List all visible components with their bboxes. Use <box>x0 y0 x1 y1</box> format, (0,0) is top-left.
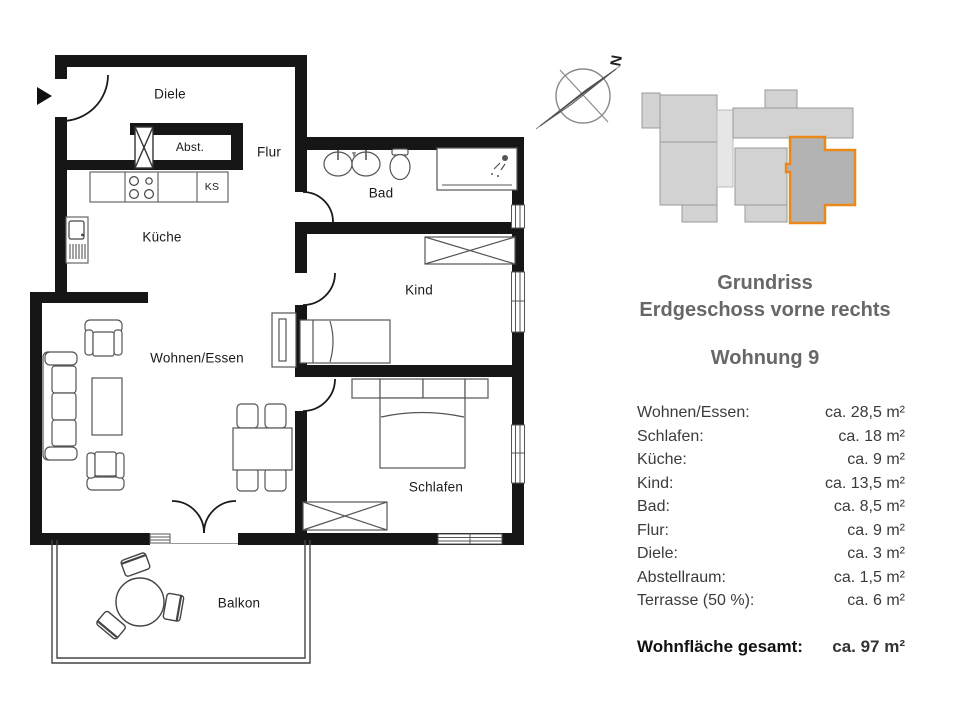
kind-door-arc <box>303 273 335 305</box>
coffee-table-icon <box>92 378 122 435</box>
area-row <box>637 448 905 472</box>
schlafen-furniture <box>303 379 488 530</box>
room-label-kind: Kind <box>405 282 433 298</box>
room-label-wohnen-essen: Wohnen/Essen <box>150 350 244 366</box>
area-row <box>637 542 905 566</box>
room-label-flur: Flur <box>256 144 282 160</box>
area-value: ca. 6 m² <box>847 592 905 609</box>
balcony-door-right-arc <box>204 501 236 533</box>
fridge-label-ks: KS <box>204 181 220 193</box>
bed-single-icon <box>300 320 390 363</box>
window-kind <box>512 272 525 332</box>
window-schlafen-right <box>512 425 525 483</box>
area-value: ca. 3 m² <box>847 545 905 562</box>
kitchen-fixtures <box>66 172 228 263</box>
bed-double-icon <box>380 398 465 468</box>
dining-set-icon <box>233 404 292 491</box>
bath-fixtures <box>324 148 517 190</box>
area-row <box>637 589 905 613</box>
area-total-label: Wohnfläche gesamt: <box>637 637 803 656</box>
washbasin-icon <box>324 150 380 176</box>
area-row <box>637 472 905 496</box>
area-total-value: ca. 97 m² <box>832 637 905 656</box>
sofa-icon <box>43 352 77 460</box>
area-row <box>637 519 905 543</box>
area-value: ca. 9 m² <box>847 451 905 468</box>
room-label-kueche: Küche <box>142 229 182 245</box>
area-label: Bad: <box>637 498 670 515</box>
area-row <box>637 401 905 425</box>
site-plan <box>642 90 855 223</box>
compass-north-label: N <box>606 53 625 68</box>
shower-icon <box>437 148 517 190</box>
area-label: Diele: <box>637 545 678 562</box>
compass-icon <box>536 66 620 129</box>
room-label-bad: Bad <box>368 185 394 201</box>
balcony-door-left-arc <box>172 501 204 533</box>
area-label: Flur: <box>637 521 669 539</box>
area-total-row <box>637 637 905 657</box>
entrance-arrow-icon <box>37 87 52 105</box>
room-label-diele: Diele <box>154 86 186 102</box>
area-label: Wohnen/Essen: <box>637 404 750 421</box>
highlighted-unit <box>786 137 855 223</box>
title-block <box>600 270 930 370</box>
kind-furniture <box>300 237 515 363</box>
apartment-title: Wohnung 9 <box>710 347 820 369</box>
area-label: Kind: <box>637 474 674 492</box>
balcony-chair-icon <box>163 593 184 622</box>
schlafen-door-arc <box>303 379 335 411</box>
area-value: ca. 18 m² <box>838 427 905 445</box>
area-value: ca. 1,5 m² <box>833 568 905 586</box>
area-label: Terrasse (50 %): <box>637 592 755 609</box>
armchair-icon <box>85 320 122 356</box>
area-row <box>637 425 905 449</box>
room-label-abstellraum: Abst. <box>175 140 205 154</box>
entrance-door-arc <box>62 75 108 121</box>
window-bad <box>512 205 525 228</box>
abst-shelf <box>135 127 153 168</box>
area-label: Schlafen: <box>637 427 704 445</box>
area-label: Küche: <box>637 451 687 468</box>
balcony <box>52 540 310 663</box>
title-line2: Erdgeschoss vorne rechts <box>639 299 891 321</box>
tv-board-icon <box>272 313 296 367</box>
area-value: ca. 28,5 m² <box>824 404 905 421</box>
area-value: ca. 9 m² <box>847 521 905 539</box>
armchair-icon <box>87 452 124 490</box>
toilet-icon <box>390 149 410 180</box>
wardrobe-icon <box>425 237 515 264</box>
bad-door-arc <box>303 192 333 222</box>
area-value: ca. 8,5 m² <box>833 498 905 515</box>
area-table <box>637 401 905 613</box>
area-row <box>637 495 905 519</box>
area-label: Abstellraum: <box>637 568 726 586</box>
window-living-bottom <box>150 534 170 543</box>
title-line1: Grundriss <box>717 272 813 294</box>
area-row <box>637 566 905 590</box>
area-value: ca. 13,5 m² <box>824 474 905 492</box>
wardrobe-icon <box>303 502 387 530</box>
room-label-schlafen: Schlafen <box>408 479 464 495</box>
balcony-chair-icon <box>120 552 150 577</box>
living-furniture <box>43 313 296 491</box>
sink-icon <box>66 217 88 263</box>
window-schlafen-bottom <box>438 534 502 544</box>
balcony-chair-icon <box>96 610 127 640</box>
room-label-balkon: Balkon <box>217 595 261 611</box>
balcony-table-icon <box>116 578 164 626</box>
headboard-cabinets <box>352 379 488 398</box>
